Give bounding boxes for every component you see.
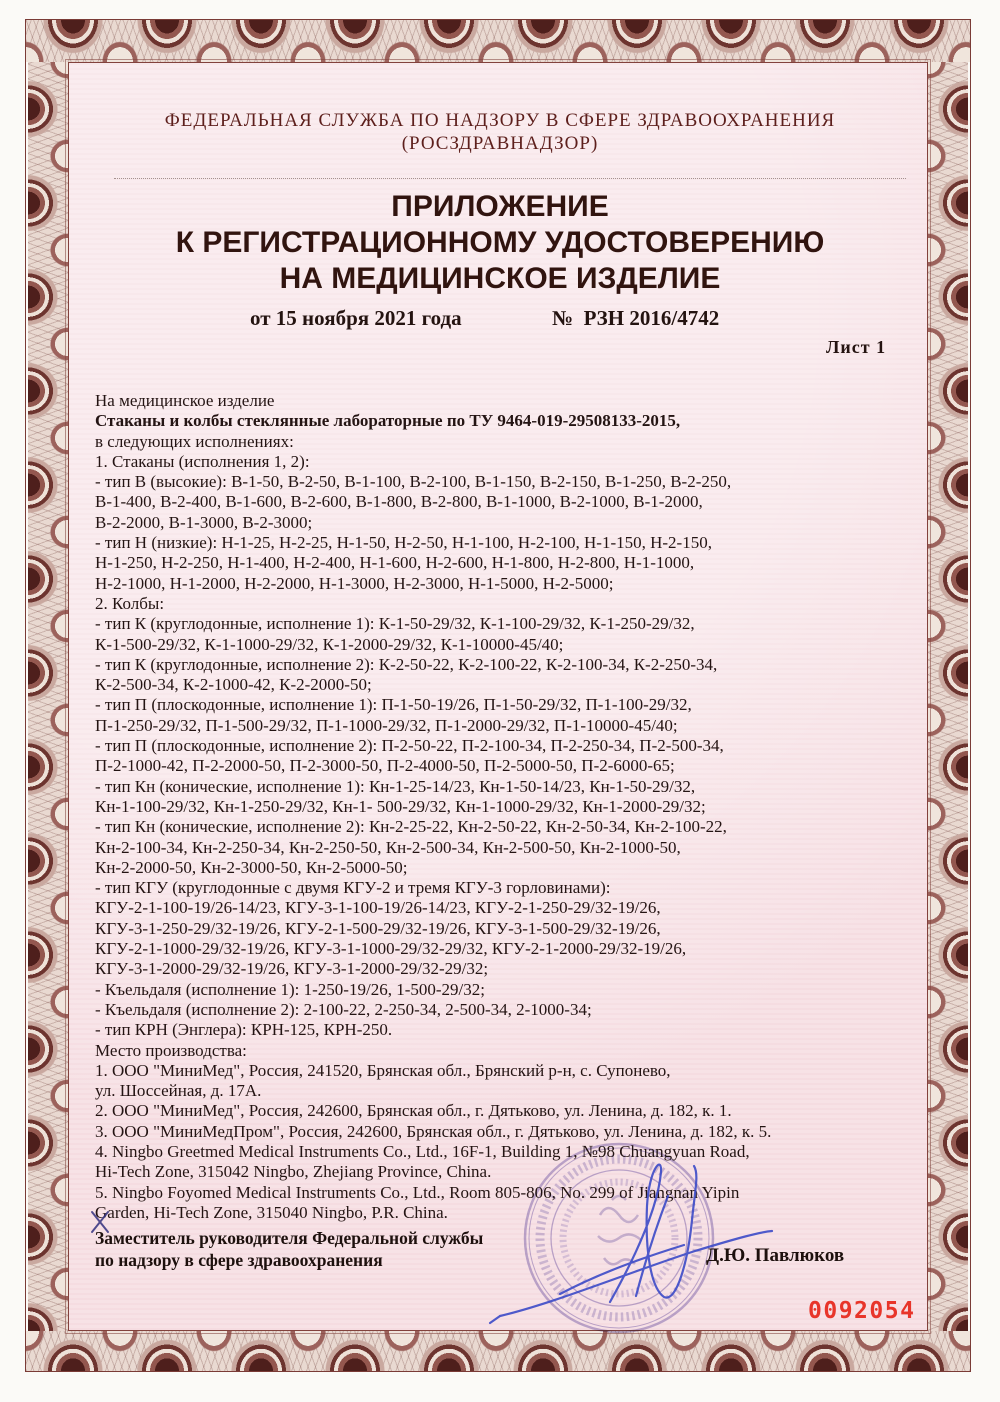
body-line: КГУ-2-1-1000-29/32-19/26, КГУ-3-1-1000-29/32-29/32, КГУ-2-1-2000-29/32-19/26, [95, 939, 687, 959]
body-line: Кн-2-2000-50, Кн-2-3000-50, Кн-2-5000-50; [95, 857, 408, 877]
body-line: В-1-400, В-2-400, В-1-600, В-2-600, В-1-800, В-2-800, В-1-1000, В-2-1000, В-1-2000, [95, 492, 703, 512]
body-line: - Къельдаля (исполнение 2): 2-100-22, 2-250-34, 2-500-34, 2-1000-34; [95, 999, 592, 1019]
body-line: 2. Колбы: [95, 593, 165, 613]
body-line: Кн-2-100-34, Кн-2-250-34, Кн-2-250-50, Кн-2-500-34, Кн-2-500-50, Кн-2-1000-50, [95, 837, 681, 857]
body-line: КГУ-3-1-250-29/32-19/26, КГУ-2-1-500-29/32-19/26, КГУ-3-1-500-29/32-19/26, [95, 918, 661, 938]
body-line: в следующих исполнениях: [95, 431, 294, 451]
body-line: - тип Н (низкие): Н-1-25, Н-2-25, Н-1-50, Н-2-50, Н-1-100, Н-2-100, Н-1-150, Н-2-150, [95, 533, 712, 553]
issuer-line2: (РОСЗДРАВНАДЗОР) [401, 133, 599, 154]
body-line: - тип К (круглодонные, исполнение 2): К-2-50-22, К-2-100-22, К-2-100-34, К-2-250-34, [95, 654, 718, 674]
body-line: - тип П (плоскодонные, исполнение 2): П-2-50-22, П-2-100-34, П-2-250-34, П-2-500-34, [95, 736, 724, 756]
body-line: На медицинское изделие [95, 391, 275, 410]
title-line2: К РЕГИСТРАЦИОННОМУ УДОСТОВЕРЕНИЮ [175, 226, 825, 259]
body-line: В-2-2000, В-1-3000, В-2-3000; [95, 512, 313, 532]
body-line: - тип Кн (конические, исполнение 2): Кн-2-25-22, Кн-2-50-22, Кн-2-50-34, Кн-2-100-22, [95, 817, 727, 837]
body-line: ул. Шоссейная, д. 17А. [95, 1081, 262, 1101]
body-line: Hi-Tech Zone, 315042 Ningbo, Zhejiang Province, China. [95, 1162, 492, 1182]
body-line: 2. ООО "МиниМед", Россия, 242600, Брянская обл., г. Дятьково, ул. Ленина, д. 182, к. 1. [95, 1101, 732, 1121]
body-line: 1. Стаканы (исполнения 1, 2): [95, 451, 310, 471]
body-line: - тип КГУ (круглодонные с двумя КГУ-2 и тремя КГУ-3 горловинами): [95, 878, 611, 898]
body-line: - тип П (плоскодонные, исполнение 1): П-1-50-19/26, П-1-50-29/32, П-1-100-29/32, [95, 695, 692, 715]
title-line3: НА МЕДИЦИНСКОЕ ИЗДЕЛИЕ [279, 262, 721, 295]
sheet-number: Лист 1 [826, 337, 887, 357]
body-line: Н-2-1000, Н-1-2000, Н-2-2000, Н-1-3000, Н-2-3000, Н-1-5000, Н-2-5000; [95, 573, 614, 593]
body-line: П-2-1000-42, П-2-2000-50, П-2-3000-50, П-2-4000-50, П-2-5000-50, П-2-6000-65; [95, 756, 675, 776]
signatory-name: Д.Ю. Павлюков [706, 1245, 845, 1266]
body-line: КГУ-3-1-2000-29/32-19/26, КГУ-3-1-2000-29/32-29/32; [95, 959, 489, 979]
body-line: - тип К (круглодонные, исполнение 1): К-1-50-29/32, К-1-100-29/32, К-1-250-29/32, [95, 614, 695, 634]
serial-number: 0092054 [808, 1298, 916, 1324]
issuer-line1: ФЕДЕРАЛЬНАЯ СЛУЖБА ПО НАДЗОРУ В СФЕРЕ ЗДРАВООХРАНЕНИЯ [164, 110, 836, 131]
body-line: П-1-250-29/32, П-1-500-29/32, П-1-1000-29/32, П-1-2000-29/32, П-1-10000-45/40; [95, 715, 678, 735]
body-line: - Къельдаля (исполнение 1): 1-250-19/26, 1-500-29/32; [95, 979, 485, 999]
body-line: 1. ООО "МиниМед", Россия, 241520, Брянская обл., Брянский р-н, с. Супонево, [95, 1060, 671, 1080]
body-line: 3. ООО "МиниМедПром", Россия, 242600, Брянская обл., г. Дятьково, ул. Ленина, д. 182, к. 5. [95, 1121, 772, 1141]
body-line: Н-1-250, Н-2-250, Н-1-400, Н-2-400, Н-1-600, Н-2-600, Н-1-800, Н-2-800, Н-1-1000, [95, 553, 695, 573]
body-line: 4. Ningbo Greetmed Medical Instruments Co., Ltd., 16F-1, Building 1, №98 Chuangyuan Road, [95, 1141, 750, 1161]
handwritten-mark [92, 1212, 108, 1232]
body-line: - тип В (высокие): В-1-50, В-2-50, В-1-100, В-2-100, В-1-150, В-2-150, В-1-250, В-2-250, [95, 472, 732, 492]
body-line: - тип Кн (конические, исполнение 1): Кн-1-25-14/23, Кн-1-50-14/23, Кн-1-50-29/32, [95, 776, 696, 796]
body-line: К-1-500-29/32, К-1-1000-29/32, К-1-2000-29/32, К-1-10000-45/40; [95, 634, 564, 654]
body-line: Место производства: [95, 1040, 247, 1060]
title-line1: ПРИЛОЖЕНИЕ [391, 190, 609, 223]
body-line: Стаканы и колбы стеклянные лабораторные по ТУ 9464-019-29508133-2015, [95, 411, 681, 431]
body-line: Garden, Hi-Tech Zone, 315040 Ningbo, P.R. China. [95, 1202, 448, 1222]
signatory-role-line1: Заместитель руководителя Федеральной службы [95, 1228, 484, 1248]
body-line: КГУ-2-1-100-19/26-14/23, КГУ-3-1-100-19/26-14/23, КГУ-2-1-250-29/32-19/26, [95, 898, 661, 918]
registration-number: № РЗН 2016/4742 [552, 306, 720, 330]
issue-date: от 15 ноября 2021 года [250, 306, 462, 330]
body-line: Кн-1-100-29/32, Кн-1-250-29/32, Кн-1- 500-29/32, Кн-1-1000-29/32, Кн-1-2000-29/32; [95, 796, 706, 816]
body-line: - тип КРН (Энглера): КРН-125, КРН-250. [95, 1020, 393, 1040]
body-line: К-2-500-34, К-2-1000-42, К-2-2000-50; [95, 675, 372, 695]
body-line: 5. Ningbo Foyomed Medical Instruments Co., Ltd., Room 805-806, No. 299 of Jiangnan Yipin [95, 1182, 740, 1202]
signatory-role-line2: по надзору в сфере здравоохранения [95, 1250, 383, 1270]
